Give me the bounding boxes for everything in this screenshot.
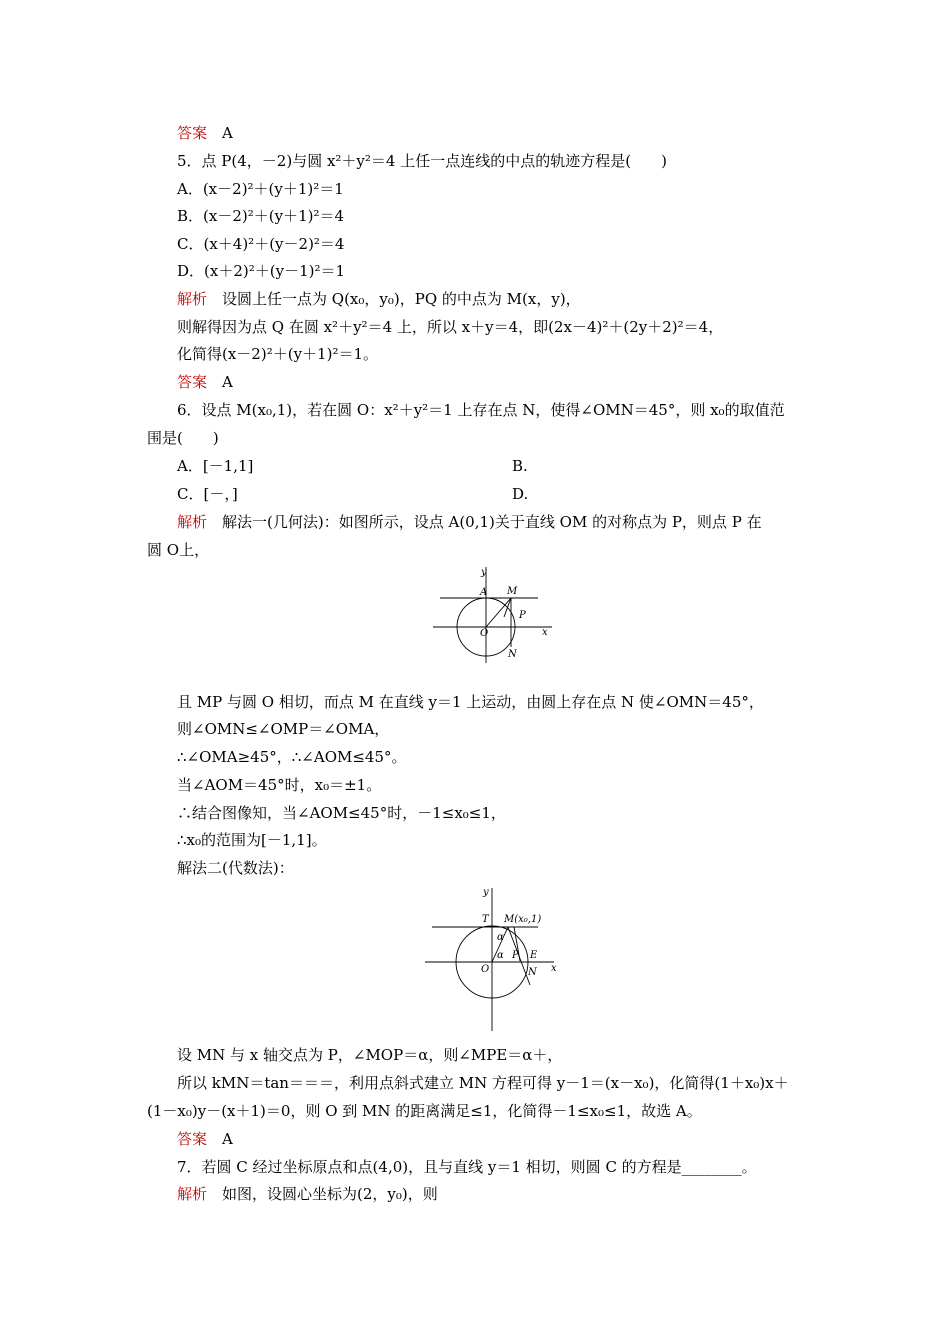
answer-value: A xyxy=(207,124,233,142)
fig2-label-alpha-top: α xyxy=(497,932,504,943)
text-line: 解法二(代数法)： xyxy=(177,859,294,877)
option-b: B．(x－2)²＋(y＋1)²＝4 xyxy=(177,207,345,225)
fig1-label-a: A xyxy=(480,587,488,598)
fig1-label-y: y xyxy=(481,567,487,578)
fig1-label-m: M xyxy=(507,586,518,597)
question-5: 5．点 P(4，－2)与圆 x²＋y²＝4 上任一点连线的中点的轨迹方程是( ) xyxy=(177,152,667,170)
analysis-label: 解析 xyxy=(177,1185,208,1203)
option-d: D．(x＋2)²＋(y－1)²＝1 xyxy=(177,262,346,280)
fig2-label-x: x xyxy=(551,963,557,974)
question-6: 6．设点 M(x₀,1)，若在圆 O：x²＋y²＝1 上存在点 N，使得∠OMN＝45°，则 x₀的取值范 xyxy=(177,401,785,419)
analysis-text: 如图，设圆心坐标为(2，y₀)，则 xyxy=(207,1185,438,1203)
fig1-label-x: x xyxy=(542,627,548,638)
text-line: ∴∠OMA≥45°，∴∠AOM≤45°。 xyxy=(177,748,407,766)
text-line: (1－x₀)y－(x＋1)＝0，则 O 到 MN 的距离满足≤1，化简得－1≤x₀≤1，故选 A。 xyxy=(147,1102,702,1120)
question-7: 7．若圆 C 经过坐标原点和点(4,0)，且与直线 y＝1 相切，则圆 C 的方程是________。 xyxy=(177,1158,757,1176)
option-d-right: D. xyxy=(512,485,529,503)
analysis-label: 解析 xyxy=(177,513,208,531)
text-line: ∴结合图像知，当∠AOM≤45°时，－1≤x₀≤1， xyxy=(177,804,506,822)
option-a: A．[－1,1] xyxy=(177,457,254,475)
analysis-line xyxy=(177,290,581,308)
question-6-cont: 围是( ) xyxy=(147,429,219,447)
fig2-label-o: O xyxy=(481,964,490,975)
text-line: 则∠OMN≤∠OMP＝∠OMA， xyxy=(177,720,390,738)
answer-value: A xyxy=(207,1130,233,1148)
text-line: 且 MP 与圆 O 相切，而点 M 在直线 y＝1 上运动，由圆上存在点 N 使∠OMN＝45°， xyxy=(177,693,764,711)
fig2-label-m: M(x₀,1) xyxy=(504,914,542,925)
text-line: 设 MN 与 x 轴交点为 P，∠MOP＝α，则∠MPE＝α＋， xyxy=(177,1046,563,1064)
text-line: 所以 kMN＝tan＝＝＝，利用点斜式建立 MN 方程可得 y－1＝(x－x₀)，化简得(1＋x₀)x＋ xyxy=(177,1074,789,1092)
text-line: 化简得(x－2)²＋(y＋1)²＝1。 xyxy=(177,345,378,363)
option-c: C．[－，] xyxy=(177,485,238,503)
answer-label: 答案 xyxy=(177,373,208,391)
figure-2-circle-diagram xyxy=(420,885,570,1033)
answer-line-2 xyxy=(177,373,233,391)
option-row-ab xyxy=(177,457,253,475)
answer-label: 答案 xyxy=(177,1130,208,1148)
answer-value: A xyxy=(207,373,233,391)
analysis-text: 设圆上任一点为 Q(x₀，y₀)，PQ 的中点为 M(x，y)， xyxy=(207,290,581,308)
fig2-label-y: y xyxy=(483,887,489,898)
text-line: 当∠AOM＝45°时，x₀＝±1。 xyxy=(177,776,382,794)
answer-line-1 xyxy=(177,124,233,142)
analysis-label: 解析 xyxy=(177,290,208,308)
fig1-label-p: P xyxy=(519,610,526,621)
fig2-label-alpha-bottom: α xyxy=(497,950,504,961)
analysis-text: 解法一(几何法)：如图所示，设点 A(0,1)关于直线 OM 的对称点为 P，则点 P 在 xyxy=(207,513,762,531)
analysis-line xyxy=(177,1185,438,1203)
fig1-label-n: N xyxy=(508,649,517,660)
fig2-label-n: N xyxy=(528,967,537,978)
option-c: C．(x＋4)²＋(y－2)²＝4 xyxy=(177,235,345,253)
fig1-label-o: O xyxy=(480,628,489,639)
fig2-label-t: T xyxy=(482,914,489,925)
fig2-label-p: P xyxy=(512,950,519,961)
answer-line-3 xyxy=(177,1130,233,1148)
analysis-line xyxy=(177,513,762,531)
text-line: ∴x₀的范围为[－1,1]。 xyxy=(177,831,327,849)
option-row-cd xyxy=(177,485,238,503)
figure-1-circle-diagram xyxy=(428,565,558,665)
answer-label: 答案 xyxy=(177,124,208,142)
option-b-right: B. xyxy=(512,457,528,475)
fig2-label-e: E xyxy=(530,950,538,961)
option-a: A．(x－2)²＋(y＋1)²＝1 xyxy=(177,180,344,198)
text-line: 圆 O上， xyxy=(147,541,210,559)
text-line: 则解得因为点 Q 在圆 x²＋y²＝4 上，所以 x＋y＝4，即(2x－4)²＋(2y＋2)²＝4， xyxy=(177,318,724,336)
